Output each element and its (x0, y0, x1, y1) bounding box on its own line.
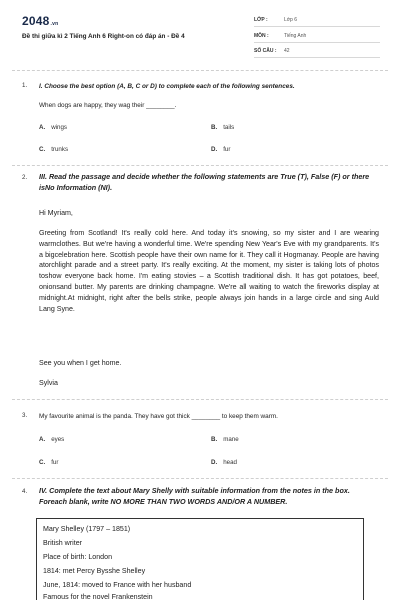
question-instruction: I. Choose the best option (A, B, C or D) to complete each of the following sentences. (39, 83, 295, 90)
meta-value: Tiếng Anh (284, 33, 307, 39)
letter-greeting: Hi Myriam, (39, 209, 73, 217)
divider (12, 399, 388, 400)
option-b[interactable]: B. tails (211, 124, 235, 131)
divider (12, 70, 388, 71)
question-stem: When dogs are happy, they wag their ________. (39, 102, 177, 109)
option-a[interactable]: A. eyes (39, 436, 65, 443)
notes-line: 1814: met Percy Bysshe Shelley (43, 567, 146, 575)
logo-suffix: .vn (50, 21, 59, 27)
question-instruction: IV. Complete the text about Mary Shelly with suitable information from the notes in the box. Foreach blank, write NO MORE THAN TWO WORDS AND/OR A NUMBER. (39, 486, 350, 506)
notes-line: British writer (43, 539, 83, 547)
document-title: Đề thi giữa kì 2 Tiếng Anh 6 Right-on có đáp án - Đề 4 (22, 33, 185, 40)
notes-line: June, 1814: moved to France with her husband (43, 581, 192, 589)
notes-line: Famous for the novel Frankenstein (43, 593, 153, 600)
letter-closing: See you when I get home. (39, 359, 122, 367)
meta-subject-row (254, 30, 380, 43)
option-a[interactable]: A. wings (39, 124, 68, 131)
question-stem: My favourite animal is the panda. They have got thick ________ to keep them warm. (39, 413, 278, 420)
option-b[interactable]: B. mane (211, 436, 239, 443)
letter-body: Greeting from Scotland! It's really cold here. And today it's snowing, so my sister and I are wearing warmclothes. But we're having a wonderful time. We're spending New Year's Eve with my grandparents. It's a bigcelebration here. Scottish people have their own name for it. They call it Hogmanay. People are having atorchlight parade and a street party. It's really exciting. At the moment, my sister is taking lots of photos toshow everyone back home. I'm eating stovies – a Scottish traditional dish. It has got potatoes, beef, onionsand butter. My parents are drinking champagne. We're all waiting to watch the fireworks display at midnight.At midnight, right after the bells strike, people always join hands in a large circle and sing Auld Lang Syne. (39, 229, 379, 313)
meta-label: LỚP : (254, 17, 268, 23)
question-number: 4. (22, 488, 28, 495)
notes-line: Place of birth: London (43, 553, 113, 561)
divider (12, 165, 388, 166)
meta-value: 42 (284, 48, 290, 54)
notes-box (36, 518, 364, 600)
site-logo[interactable] (22, 14, 58, 28)
logo-text: 2048 (22, 14, 50, 28)
question-instruction: III. Read the passage and decide whether the following statements are True (T), False (F) or there isNo Information (NI). (39, 172, 370, 192)
option-d[interactable]: D. head (211, 459, 237, 466)
page-header (0, 0, 400, 64)
question-number: 2. (22, 174, 28, 181)
meta-value: Lớp 6 (284, 17, 298, 23)
letter-signature: Sylvia (39, 379, 58, 387)
meta-label: MÔN : (254, 33, 269, 39)
option-c[interactable]: C. trunks (39, 146, 69, 153)
meta-class-row (254, 14, 380, 27)
meta-count-row (254, 45, 380, 58)
meta-label: SỐ CÂU : (254, 48, 277, 54)
notes-line: Mary Shelley (1797 – 1851) (43, 525, 131, 533)
question-number: 1. (22, 82, 28, 89)
question-number: 3. (22, 412, 28, 419)
option-d[interactable]: D. fur (211, 146, 231, 153)
option-c[interactable]: C. fur (39, 459, 59, 466)
divider (12, 478, 388, 479)
